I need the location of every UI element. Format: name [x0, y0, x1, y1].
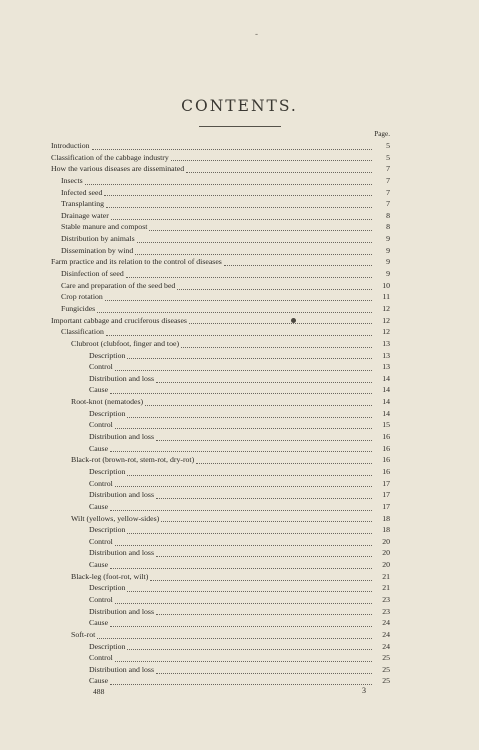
dot-leader: [110, 561, 372, 569]
toc-entry-page: 9: [386, 269, 390, 279]
toc-entry: [51, 140, 390, 152]
table-of-contents: [51, 140, 390, 687]
toc-entry-page: 20: [382, 548, 390, 558]
dot-leader: [156, 375, 372, 383]
toc-entry: [51, 617, 390, 629]
toc-entry: [51, 221, 390, 233]
toc-entry: [51, 187, 390, 199]
toc-entry: [51, 303, 390, 315]
dot-leader: [177, 282, 372, 290]
toc-entry: [51, 419, 390, 431]
toc-entry-label: Root-knot (nematodes): [71, 397, 144, 407]
toc-entry-page: 14: [382, 385, 390, 395]
dot-leader: [127, 410, 372, 418]
toc-entry: [51, 396, 390, 408]
toc-entry: [51, 641, 390, 653]
toc-entry: [51, 559, 390, 571]
dot-leader: [106, 200, 372, 208]
toc-entry-label: Distribution and loss: [89, 373, 154, 383]
toc-entry-label: Cause: [89, 560, 109, 570]
toc-entry-label: Infected seed: [61, 187, 103, 197]
toc-entry: [51, 338, 390, 350]
toc-entry-label: Transplanting: [61, 199, 105, 209]
toc-entry-label: Important cabbage and cruciferous diseases: [51, 315, 187, 325]
toc-entry-page: 24: [382, 641, 390, 651]
toc-entry: [51, 163, 390, 175]
toc-entry-label: Distribution and loss: [89, 606, 154, 616]
toc-entry-page: 23: [382, 606, 390, 616]
toc-entry-label: Fungicides: [61, 303, 96, 313]
toc-entry-page: 20: [382, 536, 390, 546]
toc-entry-label: Cause: [89, 676, 109, 686]
toc-entry-page: 11: [382, 292, 390, 302]
ink-speck: [291, 318, 296, 323]
toc-entry-page: 17: [382, 490, 390, 500]
toc-entry-page: 21: [382, 583, 390, 593]
dot-leader: [196, 456, 372, 464]
toc-entry-page: 9: [386, 257, 390, 267]
dot-leader: [110, 444, 372, 452]
toc-entry: [51, 431, 390, 443]
toc-entry-page: 17: [382, 501, 390, 511]
toc-entry-label: Cause: [89, 443, 109, 453]
toc-entry-page: 16: [382, 455, 390, 465]
toc-entry-label: Soft-rot: [71, 629, 96, 639]
toc-entry: [51, 606, 390, 618]
toc-entry-label: Description: [89, 466, 126, 476]
toc-entry-page: 24: [382, 629, 390, 639]
toc-entry-label: Description: [89, 641, 126, 651]
toc-entry-label: Black-leg (foot-rot, wilt): [71, 571, 149, 581]
dot-leader: [97, 305, 372, 313]
toc-entry-label: Distribution and loss: [89, 490, 154, 500]
toc-entry-page: 14: [382, 397, 390, 407]
page-title: CONTENTS.: [181, 97, 298, 115]
dot-leader: [149, 223, 372, 231]
toc-entry-page: 9: [386, 234, 390, 244]
toc-entry: [51, 501, 390, 513]
dot-leader: [110, 677, 372, 685]
toc-entry-label: Introduction: [51, 141, 90, 150]
dot-leader: [156, 433, 372, 441]
toc-entry-label: Black-rot (brown-rot, stem-rot, dry-rot): [71, 455, 195, 465]
dot-leader: [106, 328, 372, 336]
toc-entry: [51, 326, 390, 338]
dot-leader: [85, 177, 372, 185]
dot-leader: [115, 538, 372, 546]
dot-leader: [115, 479, 372, 487]
toc-entry: [51, 233, 390, 245]
toc-entry-page: 23: [382, 594, 390, 604]
dot-leader: [97, 631, 372, 639]
toc-entry-label: Care and preparation of the seed bed: [61, 280, 176, 290]
toc-entry-page: 12: [382, 303, 390, 313]
dot-leader: [115, 654, 372, 662]
toc-entry-label: Description: [89, 408, 126, 418]
dot-leader: [156, 549, 372, 557]
toc-entry: [51, 315, 390, 327]
dot-leader: [104, 188, 372, 196]
toc-entry-page: 20: [382, 560, 390, 570]
toc-entry: [51, 513, 390, 525]
page-number: 3: [362, 686, 366, 695]
dot-leader: [127, 351, 372, 359]
toc-entry-page: 9: [386, 245, 390, 255]
dot-leader: [110, 619, 372, 627]
toc-entry-page: 10: [382, 280, 390, 290]
dot-leader: [111, 212, 372, 220]
toc-entry-label: Crop rotation: [61, 292, 103, 302]
toc-entry-label: Stable manure and compost: [61, 222, 148, 232]
toc-entry: [51, 256, 390, 268]
toc-entry-page: 7: [386, 187, 390, 197]
toc-entry-page: 25: [382, 664, 390, 674]
toc-entry: [51, 268, 390, 280]
toc-entry-page: 7: [386, 164, 390, 174]
toc-entry: [51, 594, 390, 606]
toc-entry-label: Clubroot (clubfoot, finger and toe): [71, 338, 180, 348]
toc-entry-page: 12: [382, 315, 390, 325]
toc-entry: [51, 571, 390, 583]
dot-leader: [127, 642, 372, 650]
toc-entry: [51, 373, 390, 385]
toc-entry-label: Distribution and loss: [89, 664, 154, 674]
dot-leader: [156, 666, 372, 674]
top-mark: -: [255, 30, 259, 40]
dot-leader: [224, 258, 372, 266]
toc-entry-label: Control: [89, 420, 113, 430]
toc-entry-page: 14: [382, 408, 390, 418]
toc-entry: [51, 547, 390, 559]
toc-entry-page: 5: [386, 152, 390, 162]
toc-entry: [51, 489, 390, 501]
dot-leader: [137, 235, 372, 243]
toc-entry-label: How the various diseases are disseminated: [51, 164, 185, 174]
toc-entry: [51, 536, 390, 548]
toc-entry: [51, 524, 390, 536]
dot-leader: [186, 165, 372, 173]
dot-leader: [110, 386, 372, 394]
dot-leader: [127, 526, 372, 534]
dot-leader: [150, 573, 372, 581]
toc-entry: [51, 454, 390, 466]
toc-entry-label: Insects: [61, 175, 83, 185]
toc-entry-label: Control: [89, 478, 113, 488]
dot-leader: [110, 503, 372, 511]
toc-entry-page: 14: [382, 373, 390, 383]
toc-entry-label: Control: [89, 594, 113, 604]
toc-entry: [51, 675, 390, 687]
dot-leader: [189, 316, 372, 324]
dot-leader: [115, 363, 372, 371]
toc-entry: [51, 582, 390, 594]
dot-leader: [115, 421, 372, 429]
toc-entry: [51, 291, 390, 303]
toc-entry-label: Distribution by animals: [61, 234, 135, 244]
toc-entry-page: 18: [382, 513, 390, 523]
toc-entry-page: 8: [386, 222, 390, 232]
dot-leader: [156, 607, 372, 615]
toc-entry: [51, 466, 390, 478]
toc-entry-label: Control: [89, 362, 113, 372]
toc-entry-label: Disinfection of seed: [61, 269, 124, 279]
toc-entry-label: Dissemination by wind: [61, 245, 134, 255]
toc-entry-page: 16: [382, 432, 390, 442]
toc-entry-label: Cause: [89, 618, 109, 628]
toc-entry-page: 15: [382, 420, 390, 430]
toc-entry-label: Control: [89, 653, 113, 663]
toc-entry: [51, 408, 390, 420]
toc-entry-label: Description: [89, 583, 126, 593]
toc-entry-page: 7: [386, 175, 390, 185]
bulletin-number: 488: [93, 687, 105, 696]
toc-entry: [51, 664, 390, 676]
toc-entry-label: Cause: [89, 385, 109, 395]
dot-leader: [115, 596, 372, 604]
toc-entry: [51, 175, 390, 187]
toc-entry-page: 24: [382, 618, 390, 628]
toc-entry-label: Description: [89, 525, 126, 535]
toc-entry: [51, 629, 390, 641]
dot-leader: [171, 153, 372, 161]
toc-entry: [51, 443, 390, 455]
toc-entry-page: 16: [382, 443, 390, 453]
toc-entry: [51, 361, 390, 373]
toc-entry-page: 12: [382, 327, 390, 337]
toc-entry-label: Classification of the cabbage industry: [51, 152, 169, 162]
toc-entry-page: 5: [386, 141, 390, 150]
page-column-header: Page.: [374, 130, 390, 138]
toc-entry: [51, 280, 390, 292]
toc-entry-page: 25: [382, 653, 390, 663]
dot-leader: [127, 584, 372, 592]
toc-entry-page: 8: [386, 210, 390, 220]
toc-entry-page: 17: [382, 478, 390, 488]
dot-leader: [105, 293, 372, 301]
toc-entry-page: 13: [382, 350, 390, 360]
toc-entry: [51, 384, 390, 396]
toc-entry: [51, 198, 390, 210]
toc-entry-page: 25: [382, 676, 390, 686]
dot-leader: [181, 340, 372, 348]
title-rule: [199, 126, 281, 127]
toc-entry-page: 13: [382, 362, 390, 372]
toc-entry-page: 16: [382, 466, 390, 476]
toc-entry-label: Wilt (yellows, yellow-sides): [71, 513, 160, 523]
toc-entry: [51, 652, 390, 664]
dot-leader: [92, 142, 372, 150]
toc-entry: [51, 245, 390, 257]
dot-leader: [145, 398, 372, 406]
toc-entry: [51, 152, 390, 164]
toc-entry-page: 13: [382, 338, 390, 348]
toc-entry-page: 7: [386, 199, 390, 209]
toc-entry-label: Cause: [89, 501, 109, 511]
toc-entry-page: 21: [382, 571, 390, 581]
dot-leader: [161, 514, 372, 522]
toc-entry-label: Distribution and loss: [89, 432, 154, 442]
dot-leader: [126, 270, 372, 278]
dot-leader: [127, 468, 372, 476]
dot-leader: [156, 491, 372, 499]
toc-entry: [51, 478, 390, 490]
toc-entry-label: Description: [89, 350, 126, 360]
toc-entry-label: Classification: [61, 327, 104, 337]
dot-leader: [135, 247, 372, 255]
toc-entry-label: Farm practice and its relation to the control of diseases: [51, 257, 222, 267]
toc-entry: [51, 350, 390, 362]
toc-entry: [51, 210, 390, 222]
toc-entry-label: Distribution and loss: [89, 548, 154, 558]
toc-entry-label: Control: [89, 536, 113, 546]
toc-entry-page: 18: [382, 525, 390, 535]
toc-entry-label: Drainage water: [61, 210, 109, 220]
